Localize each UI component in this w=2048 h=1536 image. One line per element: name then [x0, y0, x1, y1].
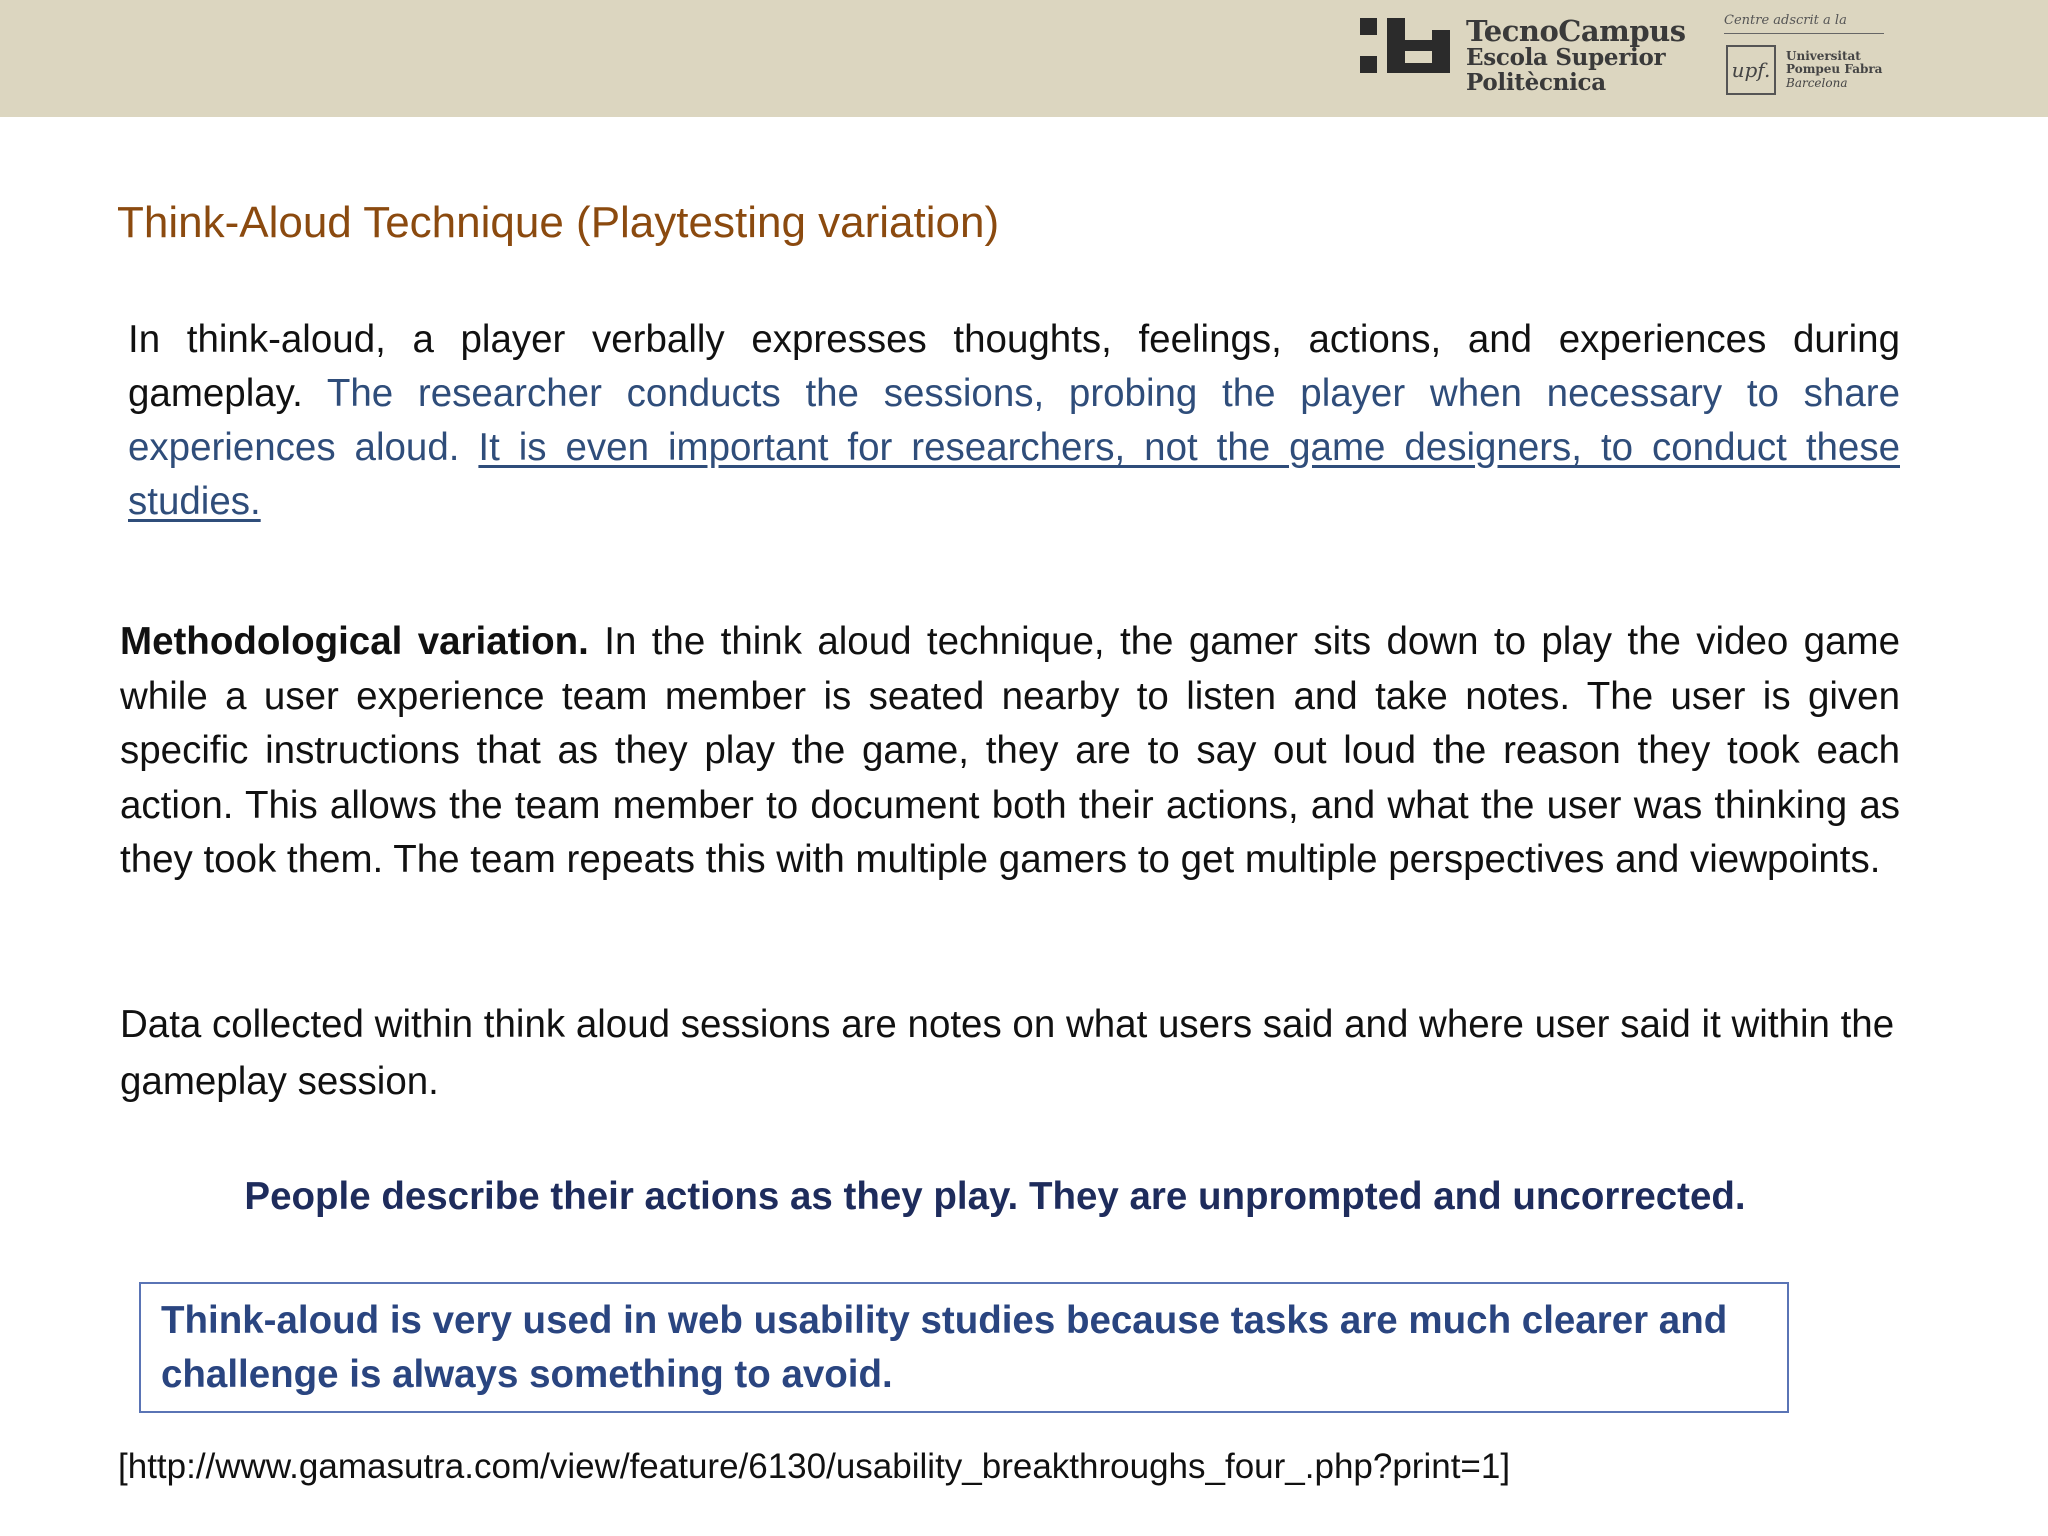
tecnocampus-line2: Politècnica	[1466, 68, 1606, 96]
highlight-statement: People describe their actions as they play. They are unprompted and uncorrected.	[244, 1175, 1746, 1218]
tecnocampus-name: TecnoCampus	[1466, 14, 1686, 48]
methodology-lead: Methodological variation.	[120, 620, 589, 663]
upf-line3: Barcelona	[1786, 75, 1848, 90]
intro-text: In think-aloud, a player verbally expresses thoughts, feelings, actions, and experiences during gameplay.	[128, 318, 1900, 415]
data-collected-paragraph: Data collected within think aloud sessions are notes on what users said and where user said it within the gameplay session.	[120, 1003, 1895, 1103]
source-reference: [http://www.gamasutra.com/view/feature/6130/usability_breakthroughs_four_.php?print=1]	[118, 1447, 1511, 1486]
tecnocampus-logo-icon	[1360, 18, 1450, 76]
note-box: Think-aloud is very used in web usability studies because tasks are much clearer and challenge is always something to avoid.	[139, 1282, 1789, 1413]
upf-logo-icon: upf.	[1726, 45, 1776, 95]
intro-researcher-text: The researcher conducts the sessions, probing the player when necessary to share experiences aloud.	[128, 372, 1900, 469]
tecnocampus-line1: Escola Superior	[1466, 44, 1666, 72]
intro-paragraph	[128, 313, 1900, 529]
header-band	[0, 0, 2048, 117]
slide-title: Think-Aloud Technique (Playtesting variation)	[117, 198, 1000, 247]
methodology-paragraph	[120, 615, 1900, 888]
upf-line1: Universitat	[1786, 49, 1861, 63]
tecnocampus-wordmark	[1466, 16, 1686, 95]
upf-line2: Pompeu Fabra	[1786, 62, 1883, 77]
upf-caption: Centre adscrit a la	[1724, 13, 1884, 34]
methodology-body: In the think aloud technique, the gamer sits down to play the video game while a user experience team member is seated nearby to listen and take notes. The user is given specific instructions that as they play the game, they are to say out loud the reason they took each action. This allows the team member to document both their actions, and what the user was thinking as they took them. The team repeats this with multiple gamers to get multiple perspectives and viewpoints.	[120, 620, 1900, 881]
intro-underlined-text: It is even important for researchers, not the game designers, to conduct these studies.	[128, 426, 1900, 523]
upf-name	[1786, 50, 1882, 90]
